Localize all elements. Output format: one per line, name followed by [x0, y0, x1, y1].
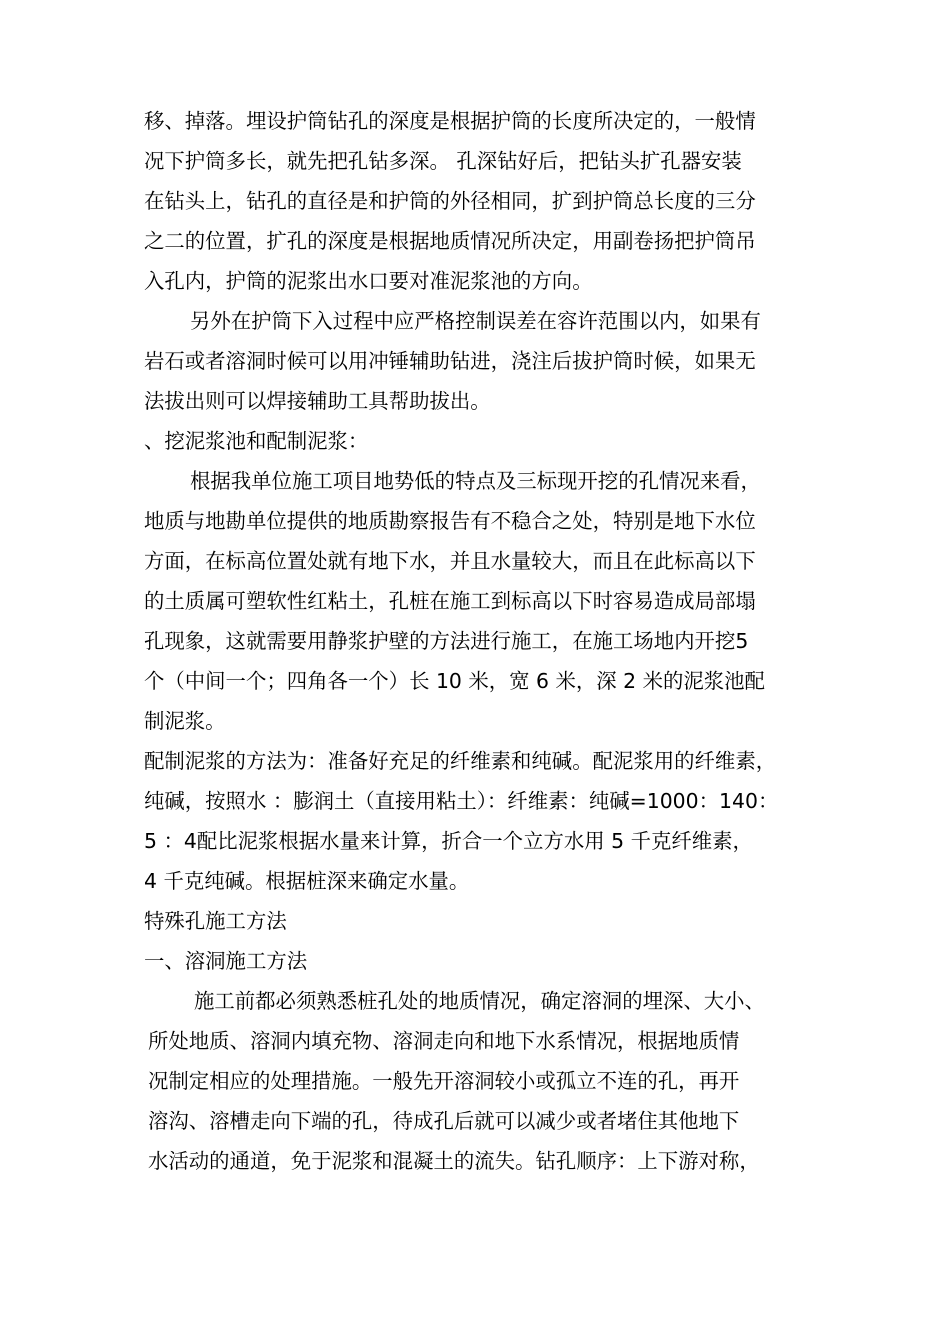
text-line-1: 移、掉落。埋设护筒钻孔的深度是根据护筒的长度所决定的，一般情	[144, 109, 756, 133]
text-line-25: 况制定相应的处理措施。一般先开溶洞较小或孤立不连的孔，再开	[148, 1069, 740, 1093]
text-line-15: 个（中间一个；四角各一个）长 10 米，宽 6 米，深 2 米的泥浆池配	[144, 669, 765, 693]
text-line-13: 的土质属可塑软性红粘土，孔桩在施工到标高以下时容易造成局部塌	[144, 589, 756, 613]
text-line-19: 5 ：4配比泥浆根据水量来计算，折合一个立方水用 5 千克纤维素，	[144, 829, 753, 853]
text-line-7: 岩石或者溶洞时候可以用冲锤辅助钻进，浇注后拔护筒时候，如果无	[144, 349, 756, 373]
text-line-24: 所处地质、溶洞内填充物、溶洞走向和地下水系情况，根据地质情	[148, 1029, 740, 1053]
text-line-26: 溶沟、溶槽走向下端的孔，待成孔后就可以减少或者堵住其他地下	[148, 1109, 740, 1133]
section-heading: 特殊孔施工方法	[144, 909, 287, 933]
text-line-20: 4 千克纯碱。根据桩深来确定水量。	[144, 869, 470, 893]
text-line-27: 水活动的通道，免于泥浆和混凝土的流失。钻孔顺序：上下游对称，	[148, 1149, 760, 1173]
text-line-16: 制泥浆。	[144, 709, 226, 733]
text-line-4: 之二的位置，扩孔的深度是根据地质情况所决定，用副卷扬把护筒吊	[144, 229, 756, 253]
text-line-11: 地质与地勘单位提供的地质勘察报告有不稳合之处，特别是地下水位	[144, 509, 756, 533]
text-line-2: 况下护筒多长，就先把孔钻多深。 孔深钻好后，把钻头扩孔器安装	[144, 149, 742, 173]
subsection-heading: 一、溶洞施工方法	[144, 949, 308, 973]
paragraph-start-line: 根据我单位施工项目地势低的特点及三标现开挖的孔情况来看，	[190, 469, 761, 493]
text-line-14: 孔现象，这就需要用静浆护壁的方法进行施工，在施工场地内开挖5	[144, 629, 749, 653]
text-line-3: 在钻头上，钻孔的直径是和护筒的外径相同，扩到护筒总长度的三分	[144, 189, 756, 213]
text-line-18: 纯碱，按照水 ：膨润土（直接用粘土）：纤维素：纯碱=1000：140：	[144, 789, 779, 813]
text-line-5: 入孔内，护筒的泥浆出水口要对准泥浆池的方向。	[144, 269, 593, 293]
paragraph-start-line: 施工前都必须熟悉桩孔处的地质情况，确定溶洞的埋深、大小、	[194, 989, 765, 1013]
text-line-12: 方面，在标高位置处就有地下水，并且水量较大，而且在此标高以下	[144, 549, 756, 573]
section-heading: 、挖泥浆池和配制泥浆：	[144, 429, 369, 453]
text-line-17: 配制泥浆的方法为：准备好充足的纤维素和纯碱。配泥浆用的纤维素，	[144, 749, 777, 773]
text-line-8: 法拔出则可以焊接辅助工具帮助拔出。	[144, 389, 491, 413]
paragraph-start-line: 另外在护筒下入过程中应严格控制误差在容许范围以内，如果有	[190, 309, 761, 333]
